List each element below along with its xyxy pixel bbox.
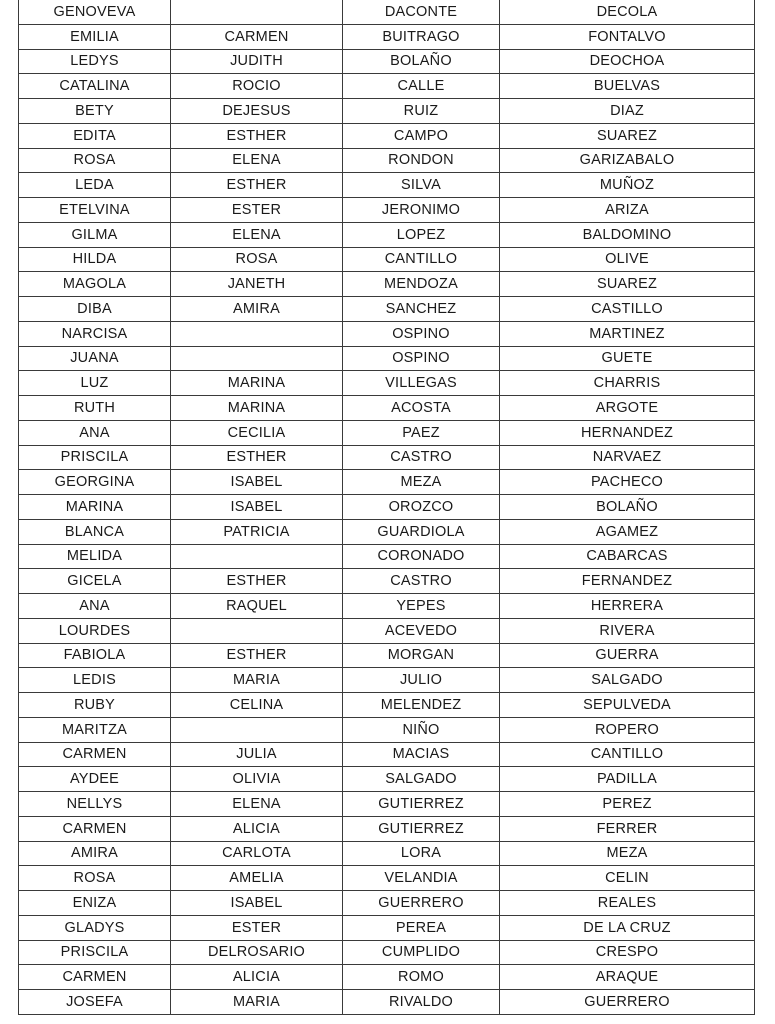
first-name-cell: RUTH [19, 396, 171, 421]
table-row [19, 272, 755, 297]
second-surname-cell: GUERRA [500, 643, 755, 668]
first-surname-cell: ACEVEDO [343, 618, 500, 643]
second-name-cell [171, 321, 343, 346]
table-row [19, 0, 755, 24]
second-name-cell: ESTHER [171, 569, 343, 594]
second-surname-cell: FERNANDEZ [500, 569, 755, 594]
first-surname-cell: SALGADO [343, 767, 500, 792]
first-surname-cell: MENDOZA [343, 272, 500, 297]
second-surname-cell: FERRER [500, 816, 755, 841]
second-name-cell: ISABEL [171, 470, 343, 495]
first-surname-cell: OSPINO [343, 321, 500, 346]
second-surname-cell: SEPULVEDA [500, 693, 755, 718]
first-surname-cell: BOLAÑO [343, 49, 500, 74]
second-name-cell: RAQUEL [171, 594, 343, 619]
table-row [19, 173, 755, 198]
table-row [19, 643, 755, 668]
table-row [19, 717, 755, 742]
second-name-cell: ROCIO [171, 74, 343, 99]
second-surname-cell: HERNANDEZ [500, 420, 755, 445]
second-surname-cell: CELIN [500, 866, 755, 891]
first-name-cell: ENIZA [19, 891, 171, 916]
first-surname-cell: CALLE [343, 74, 500, 99]
second-surname-cell: DECOLA [500, 0, 755, 24]
first-name-cell: FABIOLA [19, 643, 171, 668]
table-row [19, 346, 755, 371]
second-surname-cell: AGAMEZ [500, 519, 755, 544]
second-name-cell: DELROSARIO [171, 940, 343, 965]
second-name-cell: JULIA [171, 742, 343, 767]
table-row [19, 569, 755, 594]
first-name-cell: EMILIA [19, 24, 171, 49]
second-name-cell [171, 0, 343, 24]
second-name-cell: PATRICIA [171, 519, 343, 544]
second-surname-cell: MUÑOZ [500, 173, 755, 198]
second-name-cell: ESTHER [171, 173, 343, 198]
names-table-body [19, 0, 755, 1014]
first-name-cell: DIBA [19, 297, 171, 322]
second-name-cell: ESTHER [171, 123, 343, 148]
table-row [19, 519, 755, 544]
second-name-cell: AMELIA [171, 866, 343, 891]
table-row [19, 940, 755, 965]
first-name-cell: CARMEN [19, 965, 171, 990]
table-row [19, 222, 755, 247]
second-name-cell: DEJESUS [171, 99, 343, 124]
second-name-cell: ESTHER [171, 445, 343, 470]
second-surname-cell: PADILLA [500, 767, 755, 792]
table-row [19, 767, 755, 792]
second-name-cell: AMIRA [171, 297, 343, 322]
first-surname-cell: CASTRO [343, 445, 500, 470]
table-row [19, 544, 755, 569]
second-name-cell: ALICIA [171, 965, 343, 990]
second-surname-cell: SALGADO [500, 668, 755, 693]
first-surname-cell: RUIZ [343, 99, 500, 124]
first-name-cell: MELIDA [19, 544, 171, 569]
second-surname-cell: ARAQUE [500, 965, 755, 990]
first-surname-cell: ACOSTA [343, 396, 500, 421]
second-name-cell: ELENA [171, 222, 343, 247]
first-surname-cell: GUARDIOLA [343, 519, 500, 544]
table-row [19, 618, 755, 643]
first-surname-cell: PAEZ [343, 420, 500, 445]
table-row [19, 866, 755, 891]
table-row [19, 841, 755, 866]
second-name-cell [171, 346, 343, 371]
first-name-cell: LUZ [19, 371, 171, 396]
second-surname-cell: CHARRIS [500, 371, 755, 396]
second-surname-cell: REALES [500, 891, 755, 916]
second-surname-cell: OLIVE [500, 247, 755, 272]
first-surname-cell: CASTRO [343, 569, 500, 594]
table-row [19, 99, 755, 124]
first-name-cell: EDITA [19, 123, 171, 148]
second-surname-cell: HERRERA [500, 594, 755, 619]
first-name-cell: CARMEN [19, 816, 171, 841]
first-surname-cell: CORONADO [343, 544, 500, 569]
second-name-cell: JUDITH [171, 49, 343, 74]
first-name-cell: MARINA [19, 495, 171, 520]
second-name-cell: CELINA [171, 693, 343, 718]
first-name-cell: MAGOLA [19, 272, 171, 297]
second-name-cell: CECILIA [171, 420, 343, 445]
second-name-cell: CARLOTA [171, 841, 343, 866]
second-surname-cell: ARGOTE [500, 396, 755, 421]
first-surname-cell: PEREA [343, 915, 500, 940]
table-row [19, 891, 755, 916]
second-name-cell: ISABEL [171, 495, 343, 520]
second-name-cell: ESTER [171, 915, 343, 940]
first-surname-cell: VELANDIA [343, 866, 500, 891]
second-surname-cell: SUAREZ [500, 123, 755, 148]
first-surname-cell: YEPES [343, 594, 500, 619]
second-surname-cell: CANTILLO [500, 742, 755, 767]
first-surname-cell: BUITRAGO [343, 24, 500, 49]
first-name-cell: GICELA [19, 569, 171, 594]
second-name-cell: ESTER [171, 198, 343, 223]
first-name-cell: BETY [19, 99, 171, 124]
first-surname-cell: GUERRERO [343, 891, 500, 916]
second-surname-cell: GUETE [500, 346, 755, 371]
second-name-cell: ELENA [171, 792, 343, 817]
first-name-cell: JUANA [19, 346, 171, 371]
second-name-cell [171, 544, 343, 569]
first-name-cell: GILMA [19, 222, 171, 247]
first-surname-cell: CAMPO [343, 123, 500, 148]
first-name-cell: GENOVEVA [19, 0, 171, 24]
table-row [19, 495, 755, 520]
first-surname-cell: ROMO [343, 965, 500, 990]
second-surname-cell: DE LA CRUZ [500, 915, 755, 940]
second-surname-cell: CASTILLO [500, 297, 755, 322]
table-row [19, 594, 755, 619]
first-name-cell: BLANCA [19, 519, 171, 544]
first-name-cell: ROSA [19, 866, 171, 891]
first-name-cell: LEDYS [19, 49, 171, 74]
first-name-cell: GLADYS [19, 915, 171, 940]
second-surname-cell: PACHECO [500, 470, 755, 495]
table-row [19, 148, 755, 173]
table-row [19, 396, 755, 421]
table-row [19, 420, 755, 445]
table-row [19, 198, 755, 223]
table-row [19, 321, 755, 346]
second-name-cell: ISABEL [171, 891, 343, 916]
first-name-cell: AYDEE [19, 767, 171, 792]
first-surname-cell: RONDON [343, 148, 500, 173]
first-name-cell: HILDA [19, 247, 171, 272]
first-surname-cell: LOPEZ [343, 222, 500, 247]
first-surname-cell: MEZA [343, 470, 500, 495]
first-surname-cell: NIÑO [343, 717, 500, 742]
first-surname-cell: LORA [343, 841, 500, 866]
table-row [19, 247, 755, 272]
first-name-cell: PRISCILA [19, 940, 171, 965]
first-surname-cell: DACONTE [343, 0, 500, 24]
first-surname-cell: GUTIERREZ [343, 792, 500, 817]
first-name-cell: NARCISA [19, 321, 171, 346]
first-surname-cell: OSPINO [343, 346, 500, 371]
first-surname-cell: JULIO [343, 668, 500, 693]
first-name-cell: ANA [19, 420, 171, 445]
second-name-cell: MARIA [171, 990, 343, 1015]
second-name-cell: ALICIA [171, 816, 343, 841]
first-surname-cell: JERONIMO [343, 198, 500, 223]
table-row [19, 816, 755, 841]
second-name-cell: CARMEN [171, 24, 343, 49]
second-name-cell: ELENA [171, 148, 343, 173]
second-name-cell: MARIA [171, 668, 343, 693]
first-name-cell: LEDIS [19, 668, 171, 693]
names-table [18, 0, 755, 1015]
second-surname-cell: DEOCHOA [500, 49, 755, 74]
table-row [19, 470, 755, 495]
second-name-cell: ESTHER [171, 643, 343, 668]
table-row [19, 965, 755, 990]
table-row [19, 24, 755, 49]
first-name-cell: LOURDES [19, 618, 171, 643]
table-row [19, 668, 755, 693]
first-name-cell: MARITZA [19, 717, 171, 742]
second-surname-cell: MARTINEZ [500, 321, 755, 346]
first-name-cell: LEDA [19, 173, 171, 198]
second-surname-cell: CRESPO [500, 940, 755, 965]
table-row [19, 693, 755, 718]
table-row [19, 990, 755, 1015]
table-row [19, 445, 755, 470]
second-surname-cell: BOLAÑO [500, 495, 755, 520]
first-surname-cell: SANCHEZ [343, 297, 500, 322]
first-surname-cell: CANTILLO [343, 247, 500, 272]
first-surname-cell: RIVALDO [343, 990, 500, 1015]
second-surname-cell: RIVERA [500, 618, 755, 643]
first-surname-cell: MORGAN [343, 643, 500, 668]
first-name-cell: ETELVINA [19, 198, 171, 223]
table-row [19, 49, 755, 74]
second-name-cell [171, 618, 343, 643]
first-name-cell: RUBY [19, 693, 171, 718]
table-row [19, 123, 755, 148]
second-surname-cell: DIAZ [500, 99, 755, 124]
second-surname-cell: BUELVAS [500, 74, 755, 99]
first-surname-cell: VILLEGAS [343, 371, 500, 396]
second-surname-cell: MEZA [500, 841, 755, 866]
second-surname-cell: SUAREZ [500, 272, 755, 297]
second-name-cell [171, 717, 343, 742]
first-name-cell: NELLYS [19, 792, 171, 817]
first-surname-cell: MELENDEZ [343, 693, 500, 718]
second-name-cell: MARINA [171, 396, 343, 421]
second-surname-cell: CABARCAS [500, 544, 755, 569]
first-surname-cell: MACIAS [343, 742, 500, 767]
table-row [19, 915, 755, 940]
first-name-cell: PRISCILA [19, 445, 171, 470]
second-surname-cell: BALDOMINO [500, 222, 755, 247]
second-name-cell: ROSA [171, 247, 343, 272]
table-row [19, 792, 755, 817]
first-surname-cell: OROZCO [343, 495, 500, 520]
second-name-cell: MARINA [171, 371, 343, 396]
table-row [19, 742, 755, 767]
second-surname-cell: GUERRERO [500, 990, 755, 1015]
second-surname-cell: NARVAEZ [500, 445, 755, 470]
second-surname-cell: PEREZ [500, 792, 755, 817]
first-surname-cell: GUTIERREZ [343, 816, 500, 841]
second-surname-cell: FONTALVO [500, 24, 755, 49]
first-name-cell: ROSA [19, 148, 171, 173]
first-name-cell: CARMEN [19, 742, 171, 767]
second-surname-cell: ROPERO [500, 717, 755, 742]
second-name-cell: OLIVIA [171, 767, 343, 792]
first-name-cell: ANA [19, 594, 171, 619]
first-name-cell: CATALINA [19, 74, 171, 99]
table-row [19, 74, 755, 99]
second-surname-cell: GARIZABALO [500, 148, 755, 173]
table-row [19, 371, 755, 396]
second-name-cell: JANETH [171, 272, 343, 297]
first-surname-cell: CUMPLIDO [343, 940, 500, 965]
table-row [19, 297, 755, 322]
first-name-cell: JOSEFA [19, 990, 171, 1015]
second-surname-cell: ARIZA [500, 198, 755, 223]
first-name-cell: GEORGINA [19, 470, 171, 495]
first-surname-cell: SILVA [343, 173, 500, 198]
first-name-cell: AMIRA [19, 841, 171, 866]
